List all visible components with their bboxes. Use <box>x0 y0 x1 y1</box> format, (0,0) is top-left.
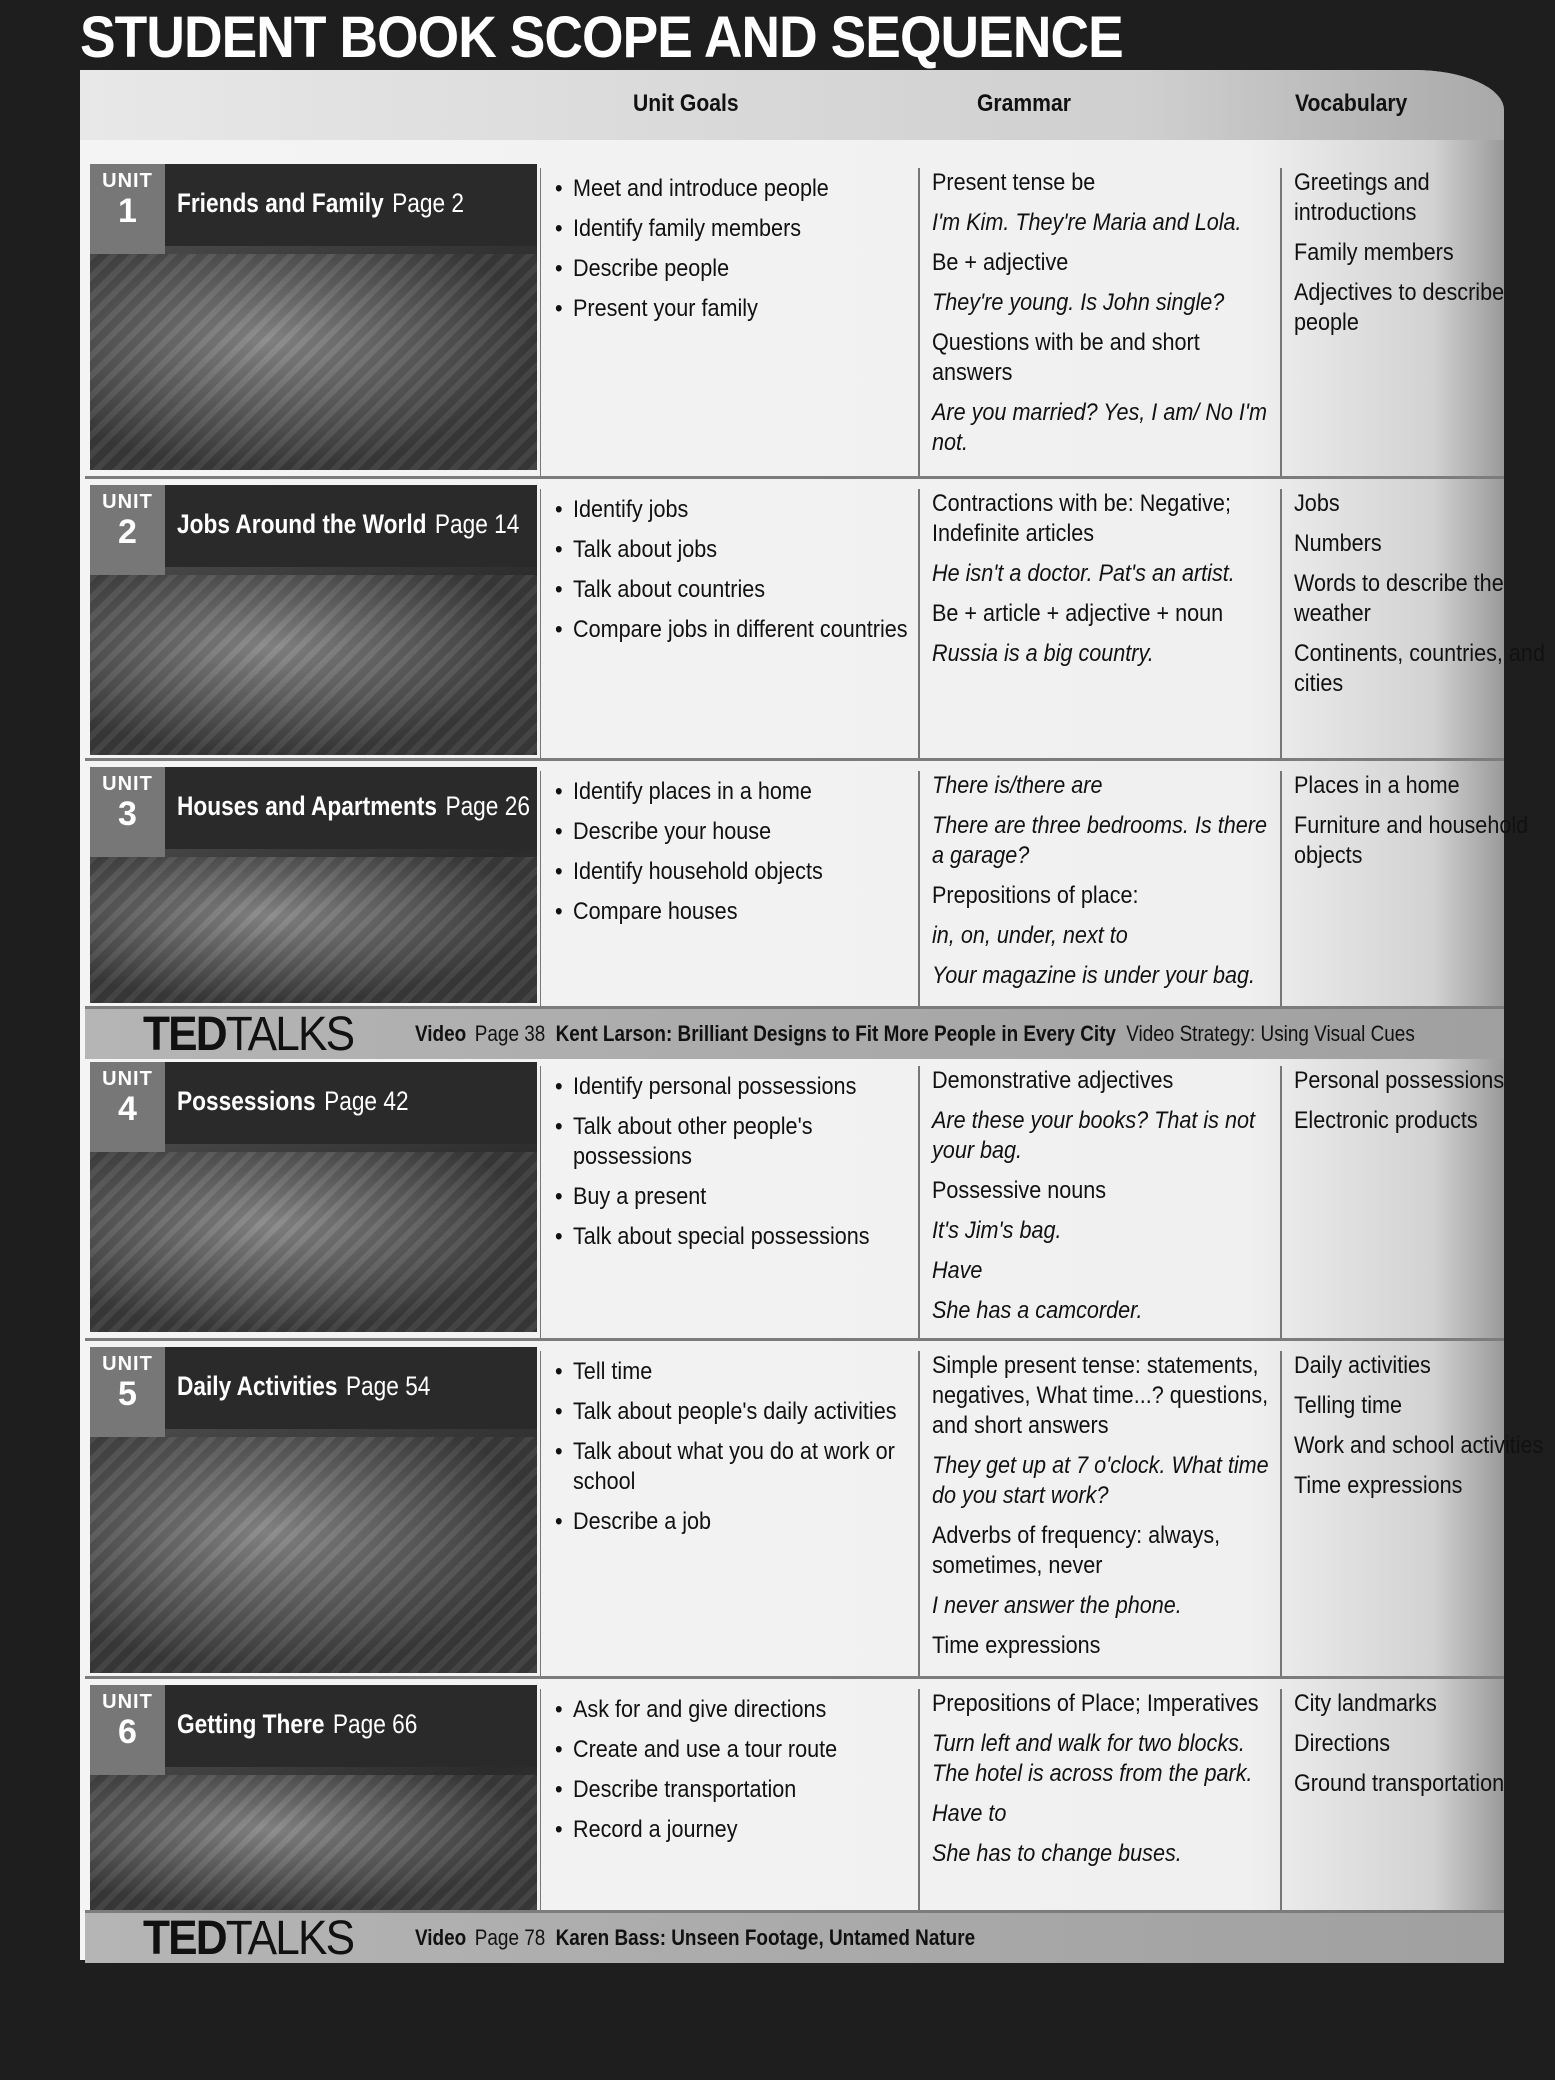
vocabulary-cell <box>1280 1066 1506 1338</box>
unit-number: 3 <box>118 795 137 833</box>
unit-row <box>85 476 1545 761</box>
unit-thumbnail <box>90 1685 537 1911</box>
unit-title: Houses and Apartments Page 26 <box>177 791 530 821</box>
unit-number: 5 <box>118 1375 137 1413</box>
goal-item: • Talk about what you do at work or school <box>555 1437 915 1497</box>
vocabulary-item: Numbers <box>1294 530 1382 557</box>
grammar-example: Have to <box>932 1800 1007 1827</box>
ted-logo-bold: TED <box>143 1008 226 1061</box>
vocabulary-item: Directions <box>1294 1730 1391 1757</box>
grammar-example: Turn left and walk for two blocks. The hotel is across from the park. <box>932 1730 1253 1787</box>
vocabulary-cell <box>1280 489 1545 761</box>
goal-item: • Identify places in a home <box>555 777 915 807</box>
goal-item: • Tell time <box>555 1357 915 1387</box>
vocabulary-item: Places in a home <box>1294 772 1460 799</box>
unit-title: Getting There Page 66 <box>177 1709 418 1739</box>
ted-logo-light: TALKS <box>225 1912 354 1965</box>
unit-title: Friends and Family Page 2 <box>177 188 464 218</box>
unit-photo <box>90 254 537 470</box>
scope-table <box>80 70 1545 1965</box>
goal-item: • Describe people <box>555 254 915 284</box>
unit-goals-cell <box>540 489 919 761</box>
vocabulary-item: Electronic products <box>1294 1107 1478 1134</box>
unit-title: Possessions Page 42 <box>177 1086 409 1116</box>
goal-item: • Talk about other people's possessions <box>555 1112 915 1172</box>
unit-number-badge <box>90 1062 165 1152</box>
grammar-example: It's Jim's bag. <box>932 1217 1062 1244</box>
grammar-example: They get up at 7 o'clock. What time do you start work? <box>932 1452 1269 1509</box>
unit-title-bar <box>165 1685 537 1767</box>
goal-item: • Compare jobs in different countries <box>555 615 915 645</box>
unit-title-bar <box>165 485 537 567</box>
vocabulary-item: Ground transportation <box>1294 1770 1505 1797</box>
goal-item: • Meet and introduce people <box>555 174 915 204</box>
vocabulary-item: Continents, countries, and cities <box>1294 640 1545 697</box>
unit-page-ref: Page 42 <box>324 1086 409 1116</box>
vocabulary-item: Work and school activities <box>1294 1432 1544 1459</box>
unit-photo <box>90 857 537 1003</box>
unit-title: Jobs Around the World Page 14 <box>177 509 520 539</box>
unit-title-bar <box>165 1062 537 1144</box>
goal-item: • Buy a present <box>555 1182 915 1212</box>
vocabulary-item: Personal possessions <box>1294 1067 1505 1094</box>
grammar-point: Possessive nouns <box>932 1177 1107 1204</box>
grammar-point: Questions with be and short answers <box>932 329 1200 386</box>
grammar-point: Contractions with be: Negative; Indefinite articles <box>932 490 1231 547</box>
grammar-cell <box>918 489 1282 761</box>
goal-item: • Identify jobs <box>555 495 915 525</box>
unit-title-bar <box>165 767 537 849</box>
grammar-cell <box>918 1066 1282 1338</box>
unit-number: 6 <box>118 1713 137 1751</box>
unit-thumbnail <box>90 164 537 470</box>
ted-video-info <box>415 1021 1415 1047</box>
unit-thumbnail <box>90 1347 537 1673</box>
goal-item: • Describe a job <box>555 1507 915 1537</box>
ted-talk-title: Kent Larson: Brilliant Designs to Fit More People in Every City <box>555 1021 1116 1046</box>
unit-title-bar <box>165 164 537 246</box>
unit-goals-cell <box>540 1066 919 1338</box>
goal-item: • Describe transportation <box>555 1775 915 1805</box>
unit-label: UNIT <box>102 170 153 192</box>
grammar-point: Present tense be <box>932 169 1096 196</box>
ted-page-ref: Page 78 <box>474 1925 546 1950</box>
vocabulary-item: Daily activities <box>1294 1352 1431 1379</box>
ted-talks-logo <box>143 1912 354 1965</box>
unit-thumbnail <box>90 1062 537 1332</box>
grammar-example: I never answer the phone. <box>932 1592 1182 1619</box>
unit-number-badge <box>90 767 165 857</box>
header-vocabulary: Vocabulary <box>1295 90 1408 117</box>
grammar-example: Have <box>932 1257 983 1284</box>
grammar-example: Are these your books? That is not your bag. <box>932 1107 1255 1164</box>
unit-title-bar <box>165 1347 537 1429</box>
ted-talks-bar <box>85 1910 1504 1963</box>
goals-list <box>541 1066 919 1252</box>
unit-label: UNIT <box>102 1353 153 1375</box>
vocabulary-item: Words to describe the weather <box>1294 570 1504 627</box>
unit-row <box>85 758 1529 1009</box>
grammar-point: Demonstrative adjectives <box>932 1067 1174 1094</box>
grammar-point: Be + adjective <box>932 249 1069 276</box>
grammar-example: There are three bedrooms. Is there a garage? <box>932 812 1267 869</box>
grammar-example: I'm Kim. They're Maria and Lola. <box>932 209 1242 236</box>
ted-logo-bold: TED <box>143 1912 226 1965</box>
unit-row <box>85 1676 1504 1917</box>
unit-goals-cell <box>540 168 919 476</box>
goal-item: • Identify family members <box>555 214 915 244</box>
grammar-example: Are you married? Yes, I am/ No I'm not. <box>932 399 1268 456</box>
ted-talks-logo <box>143 1008 354 1061</box>
unit-number-badge <box>90 1685 165 1775</box>
grammar-cell <box>918 168 1282 476</box>
unit-row <box>85 1338 1544 1679</box>
grammar-example: There is/there are <box>932 772 1103 799</box>
goals-list <box>541 771 919 927</box>
unit-label: UNIT <box>102 1068 153 1090</box>
grammar-cell <box>918 771 1282 1009</box>
grammar-point: Time expressions <box>932 1632 1101 1659</box>
ted-logo-light: TALKS <box>225 1008 354 1061</box>
unit-number: 4 <box>118 1090 137 1128</box>
grammar-example: He isn't a doctor. Pat's an artist. <box>932 560 1235 587</box>
goal-item: • Identify household objects <box>555 857 915 887</box>
ted-talks-bar <box>85 1006 1504 1059</box>
unit-page-ref: Page 14 <box>434 509 520 539</box>
header-grammar: Grammar <box>977 90 1071 117</box>
vocabulary-item: City landmarks <box>1294 1690 1437 1717</box>
grammar-cell <box>918 1351 1282 1679</box>
grammar-point: Be + article + adjective + noun <box>932 600 1224 627</box>
goal-item: • Compare houses <box>555 897 915 927</box>
grammar-example: She has a camcorder. <box>932 1297 1143 1324</box>
goal-item: • Talk about special possessions <box>555 1222 915 1252</box>
goal-item: • Talk about countries <box>555 575 915 605</box>
unit-row <box>85 158 1504 476</box>
grammar-example: Russia is a big country. <box>932 640 1154 667</box>
grammar-example: Your magazine is under your bag. <box>932 962 1256 989</box>
grammar-cell <box>918 1689 1282 1917</box>
vocabulary-cell <box>1280 771 1529 1009</box>
unit-page-ref: Page 26 <box>445 791 530 821</box>
unit-photo <box>90 1775 537 1911</box>
grammar-example: She has to change buses. <box>932 1840 1182 1867</box>
unit-goals-cell <box>540 1689 919 1917</box>
vocabulary-cell <box>1280 1351 1544 1679</box>
vocabulary-item: Telling time <box>1294 1392 1403 1419</box>
grammar-point: Adverbs of frequency: always, sometimes, never <box>932 1522 1221 1579</box>
goals-list <box>541 489 919 645</box>
unit-page-ref: Page 66 <box>332 1709 418 1739</box>
ted-page-ref: Page 38 <box>474 1021 546 1046</box>
ted-video-strategy: Video Strategy: Using Visual Cues <box>1126 1021 1415 1046</box>
table-header <box>80 70 1504 140</box>
unit-number-badge <box>90 164 165 254</box>
vocabulary-item: Family members <box>1294 239 1454 266</box>
goals-list <box>541 1351 919 1537</box>
ted-video-info <box>415 1925 985 1951</box>
page-title: STUDENT BOOK SCOPE AND SEQUENCE <box>80 5 1123 70</box>
goal-item: • Describe your house <box>555 817 915 847</box>
grammar-point: Simple present tense: statements, negatives, What time...? questions, and short answers <box>932 1352 1269 1439</box>
grammar-example: in, on, under, next to <box>932 922 1128 949</box>
ted-video-label: Video <box>415 1021 467 1046</box>
grammar-point: Prepositions of place: <box>932 882 1139 909</box>
vocabulary-cell <box>1280 168 1506 476</box>
vocabulary-item: Jobs <box>1294 490 1340 517</box>
goal-item: • Ask for and give directions <box>555 1695 915 1725</box>
unit-page-ref: Page 2 <box>392 188 464 218</box>
goal-item: • Identify personal possessions <box>555 1072 915 1102</box>
unit-label: UNIT <box>102 491 153 513</box>
unit-number: 1 <box>118 192 137 230</box>
unit-thumbnail <box>90 767 537 1003</box>
unit-label: UNIT <box>102 773 153 795</box>
vocabulary-item: Time expressions <box>1294 1472 1463 1499</box>
unit-title: Daily Activities Page 54 <box>177 1371 431 1401</box>
vocabulary-item: Greetings and introductions <box>1294 169 1430 226</box>
grammar-example: They're young. Is John single? <box>932 289 1225 316</box>
unit-row <box>85 1056 1504 1338</box>
vocabulary-item: Furniture and household objects <box>1294 812 1529 869</box>
goal-item: • Talk about jobs <box>555 535 915 565</box>
goal-item: • Create and use a tour route <box>555 1735 915 1765</box>
ted-talk-title: Karen Bass: Unseen Footage, Untamed Nature <box>555 1925 976 1950</box>
unit-photo <box>90 1437 537 1673</box>
vocabulary-item: Adjectives to describe people <box>1294 279 1505 336</box>
unit-page-ref: Page 54 <box>345 1371 431 1401</box>
unit-photo <box>90 1152 537 1332</box>
unit-number: 2 <box>118 513 137 551</box>
goal-item: • Present your family <box>555 294 915 324</box>
unit-photo <box>90 575 537 755</box>
goal-item: • Talk about people's daily activities <box>555 1397 915 1427</box>
header-unit-goals: Unit Goals <box>633 90 739 117</box>
goal-item: • Record a journey <box>555 1815 915 1845</box>
unit-number-badge <box>90 1347 165 1437</box>
unit-number-badge <box>90 485 165 575</box>
unit-goals-cell <box>540 771 919 1009</box>
grammar-point: Prepositions of Place; Imperatives <box>932 1690 1259 1717</box>
vocabulary-cell <box>1280 1689 1506 1917</box>
goals-list <box>541 168 919 324</box>
unit-thumbnail <box>90 485 537 755</box>
ted-video-label: Video <box>415 1925 467 1950</box>
unit-label: UNIT <box>102 1691 153 1713</box>
unit-goals-cell <box>540 1351 919 1679</box>
goals-list <box>541 1689 919 1845</box>
